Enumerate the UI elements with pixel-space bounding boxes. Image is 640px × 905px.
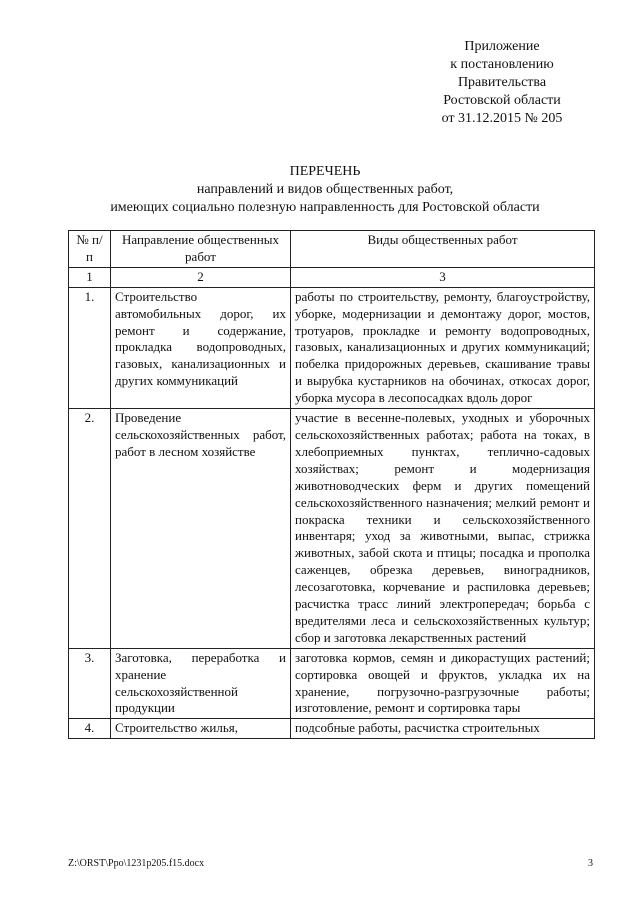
row-types: подсобные работы, расчистка строительных xyxy=(291,719,595,739)
header-types: Виды общественных работ xyxy=(291,231,595,268)
row-types: работы по строительству, ремонту, благоустройству, уборке, модернизации и демонтажу дорог, мостов, тротуаров, прокладке и ремонту водопроводных, газовых, канализационных и других коммуникаций; побелка придорожных деревьев, скашивание травы и вырубка кустарников на обочинах, откосах дорог, уборка мусора в лесопосадках вдоль дорог xyxy=(291,287,595,408)
row-direction: Строительство жилья, xyxy=(111,719,291,739)
row-types: участие в весенне-полевых, уходных и уборочных сельскохозяйственных работах; работа на токах, в хлебоприемных пунктах, теплично-садовых хозяйствах; ремонт и модернизация животноводческих ферм и других помещений сельскохозяйственного назначения; мелкий ремонт и покраска техники и сельскохозяйственного инвентаря; уход за животными, выпас, стрижка животных, забой скота и птицы; посадка и прополка саженцев, обрезка деревьев, виноградников, лесозаготовка, корчевание и распиловка деревьев; расчистка трасс линий электропередач; борьба с вредителями леса и сельскохозяйственных культур; сбор и заготовка лекарственных растений xyxy=(291,409,595,649)
row-number: 1. xyxy=(69,287,111,408)
document-subtitle-line: имеющих социально полезную направленность для Ростовской области xyxy=(110,200,540,215)
document-heading xyxy=(60,163,590,217)
works-table xyxy=(68,230,595,739)
column-number: 2 xyxy=(111,267,291,287)
row-types: заготовка кормов, семян и дикорастущих растений; сортировка овощей и фруктов, укладка их на хранение, погрузочно-разгрузочные работы; изготовление, ремонт и сортировка тары xyxy=(291,648,595,719)
table-row xyxy=(69,287,595,408)
appendix-line: Правительства xyxy=(457,75,547,90)
appendix-line: Ростовской области xyxy=(443,93,561,108)
table-row xyxy=(69,648,595,719)
row-number: 3. xyxy=(69,648,111,719)
row-direction: Заготовка, переработка и хранение сельскохозяйственной продукции xyxy=(111,648,291,719)
row-direction: Строительство автомобильных дорог, их ремонт и содержание, прокладка водопроводных, газовых, канализационных и других коммуникаций xyxy=(111,287,291,408)
header-num: № п/п xyxy=(69,231,111,268)
header-direction: Направление общественных работ xyxy=(111,231,291,268)
row-number: 2. xyxy=(69,409,111,649)
footer-file-path: Z:\ORST\Ppo\1231p205.f15.docx xyxy=(68,858,205,869)
appendix-line: от 31.12.2015 № 205 xyxy=(441,111,563,126)
column-number-row xyxy=(69,267,595,287)
footer-page-number: 3 xyxy=(588,858,593,869)
appendix-block xyxy=(392,38,612,128)
row-number: 4. xyxy=(69,719,111,739)
appendix-line: к постановлению xyxy=(450,57,554,72)
column-number: 3 xyxy=(291,267,595,287)
document-subtitle-line: направлений и видов общественных работ, xyxy=(196,182,454,197)
table-row xyxy=(69,719,595,739)
appendix-line: Приложение xyxy=(464,39,540,54)
table-header-row xyxy=(69,231,595,268)
column-number: 1 xyxy=(69,267,111,287)
row-direction: Проведение сельскохозяйственных работ, работ в лесном хозяйстве xyxy=(111,409,291,649)
document-title: ПЕРЕЧЕНЬ xyxy=(289,164,361,179)
table-row xyxy=(69,409,595,649)
